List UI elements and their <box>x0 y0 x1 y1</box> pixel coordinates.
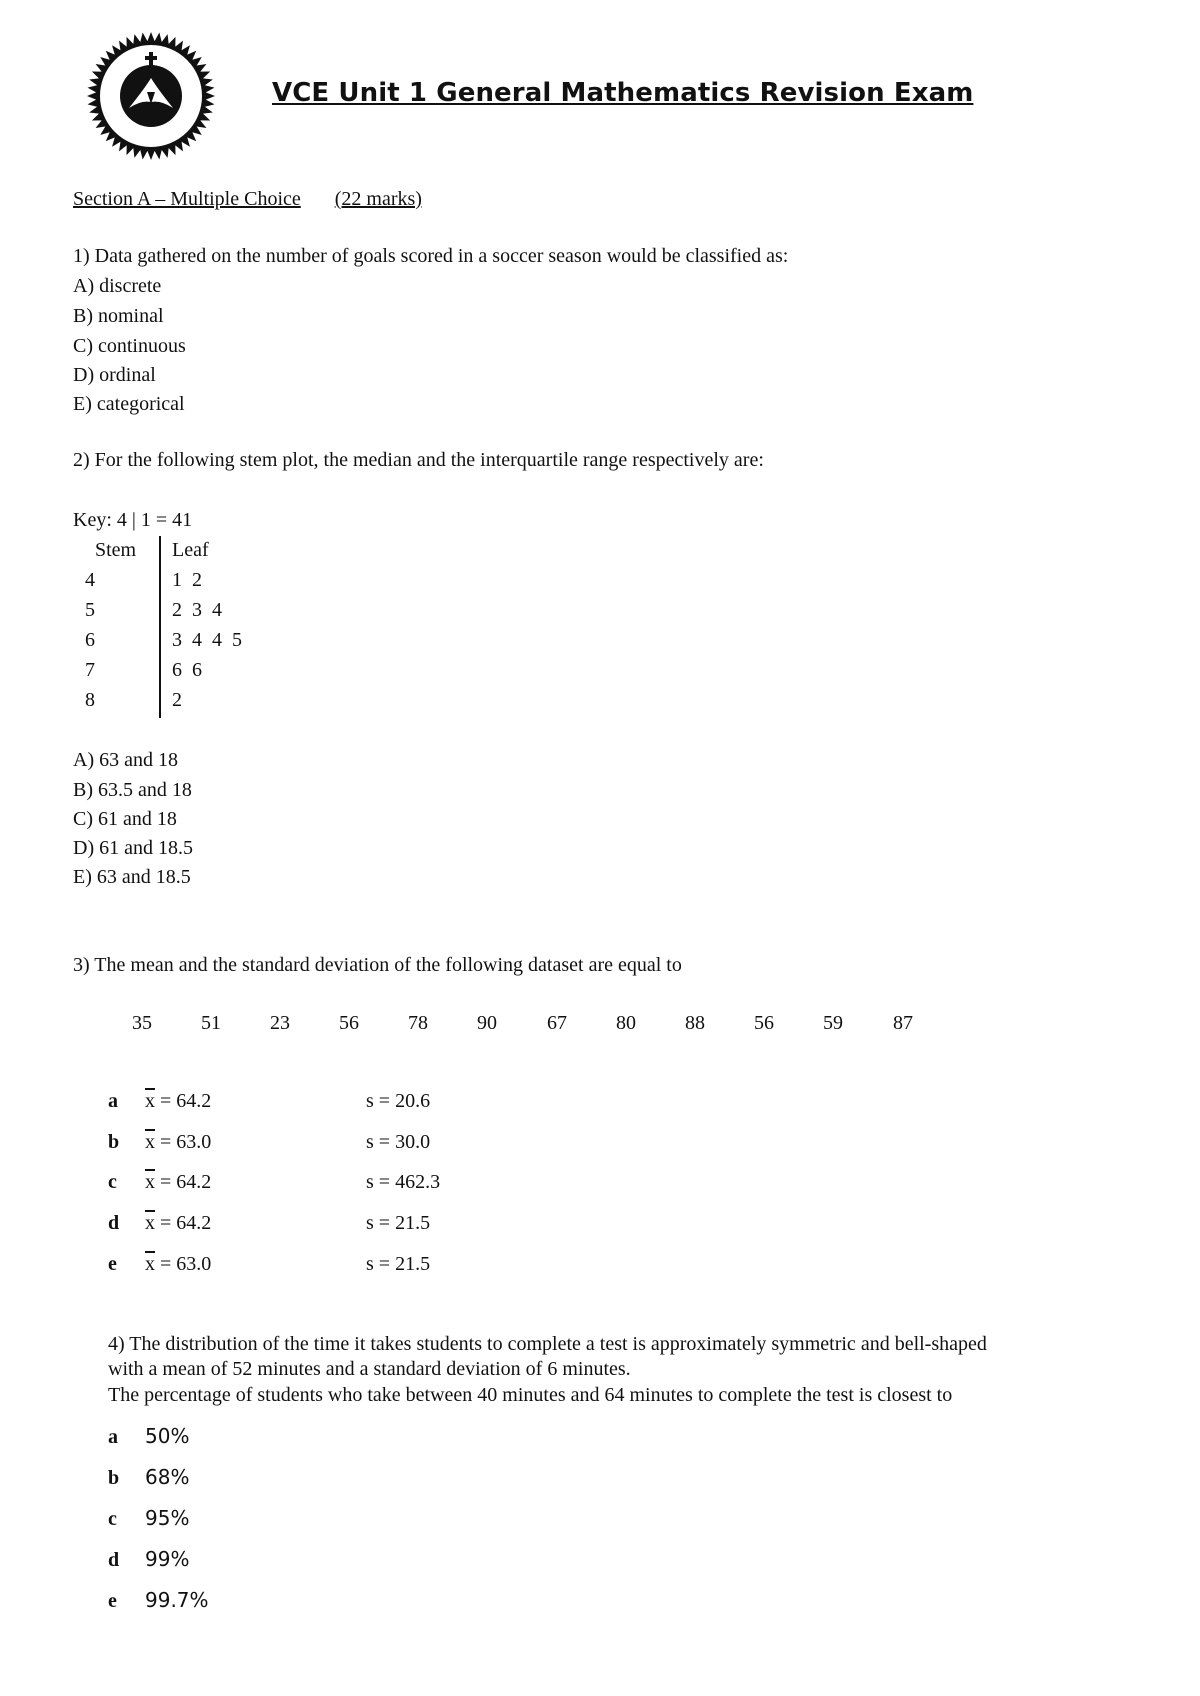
q3-option-d-letter: d <box>108 1212 120 1234</box>
q3-option-e-sd: s = 21.5 <box>366 1253 431 1275</box>
section-a-marks: (22 marks) <box>334 188 422 210</box>
mean-symbol: $\overline{x}$ <box>145 1253 155 1275</box>
q3-option-e-letter: e <box>108 1253 117 1275</box>
q4-option-c-letter: c <box>108 1508 117 1530</box>
stem-plot-key: Key: 4 | 1 = 41 <box>73 509 193 531</box>
q3-option-b-letter: b <box>108 1131 120 1153</box>
stem-row-1-stem: 4 <box>85 569 95 591</box>
question-3-text: 3) The mean and the standard deviation of the following dataset are equal to <box>73 954 682 976</box>
dataset-value: 78 <box>408 1012 428 1034</box>
q3-option-c-sd: s = 462.3 <box>366 1171 441 1193</box>
question-1-text: 1) Data gathered on the number of goals scored in a soccer season would be classified as: <box>73 245 789 267</box>
stem-header: Stem <box>95 539 137 561</box>
stem-row-2-leaf: 2 3 4 <box>172 599 222 621</box>
stem-row-3-leaf: 3 4 4 5 <box>172 629 242 651</box>
q3-option-b-sd: s = 30.0 <box>366 1131 431 1153</box>
dataset-value: 56 <box>754 1012 774 1034</box>
stem-row-4-stem: 7 <box>85 659 95 681</box>
q1-option-a: A) discrete <box>73 275 162 297</box>
dataset-value: 87 <box>893 1012 913 1034</box>
dataset-value: 80 <box>616 1012 636 1034</box>
q3-option-a-mean: $\overline{x} = 64.2$ <box>145 1090 212 1112</box>
q1-option-c: C) continuous <box>73 335 186 357</box>
mean-symbol: $\overline{x}$ <box>145 1131 155 1153</box>
q3-option-e-mean: $\overline{x} = 63.0$ <box>145 1253 212 1275</box>
dataset-value: 35 <box>132 1012 152 1034</box>
leaf-header: Leaf <box>172 539 209 561</box>
q3-option-a-sd: s = 20.6 <box>366 1090 431 1112</box>
q4-option-c-value: 95% <box>145 1506 190 1530</box>
q3-option-d-mean: $\overline{x} = 64.2$ <box>145 1212 212 1234</box>
q4-option-a-letter: a <box>108 1426 118 1448</box>
q2-option-a: A) 63 and 18 <box>73 749 178 771</box>
stem-row-1-leaf: 1 2 <box>172 569 202 591</box>
q3-option-d-sd: s = 21.5 <box>366 1212 431 1234</box>
q3-option-b-mean: $\overline{x} = 63.0$ <box>145 1131 212 1153</box>
q3-option-c-mean: $\overline{x} = 64.2$ <box>145 1171 212 1193</box>
question-2-text: 2) For the following stem plot, the median and the interquartile range respectively are: <box>73 449 764 471</box>
q4-option-a-value: 50% <box>145 1424 190 1448</box>
mean-symbol: $\overline{x}$ <box>145 1090 155 1112</box>
q1-option-d: D) ordinal <box>73 364 156 386</box>
q4-option-d-letter: d <box>108 1549 120 1571</box>
mean-symbol: $\overline{x}$ <box>145 1212 155 1234</box>
stem-row-4-leaf: 6 6 <box>172 659 202 681</box>
dataset-value: 88 <box>685 1012 705 1034</box>
q1-option-e: E) categorical <box>73 393 185 415</box>
q4-option-e-letter: e <box>108 1590 117 1612</box>
stem-row-3-stem: 6 <box>85 629 95 651</box>
q2-option-e: E) 63 and 18.5 <box>73 866 191 888</box>
q4-option-e-value: 99.7% <box>145 1588 209 1612</box>
q1-option-b: B) nominal <box>73 305 164 327</box>
dataset-value: 59 <box>823 1012 843 1034</box>
section-a-heading <box>73 188 422 211</box>
q3-option-c-letter: c <box>108 1171 117 1193</box>
dataset-value: 56 <box>339 1012 359 1034</box>
dataset-value: 67 <box>547 1012 567 1034</box>
stem-row-5-leaf: 2 <box>172 689 182 711</box>
q2-option-b: B) 63.5 and 18 <box>73 779 192 801</box>
q2-option-d: D) 61 and 18.5 <box>73 837 193 859</box>
stem-row-5-stem: 8 <box>85 689 95 711</box>
college-seal-logo <box>86 28 216 164</box>
question-4-line-2: with a mean of 52 minutes and a standard deviation of 6 minutes. <box>108 1358 631 1380</box>
question-4-line-1: 4) The distribution of the time it takes students to complete a test is approximately symmetric and bell-shaped <box>108 1333 987 1355</box>
question-4-line-3: The percentage of students who take between 40 minutes and 64 minutes to complete the test is closest to <box>108 1384 953 1406</box>
dataset-value: 90 <box>477 1012 497 1034</box>
section-a-label: Section A – Multiple Choice <box>73 188 301 210</box>
q3-option-a-letter: a <box>108 1090 118 1112</box>
q4-option-d-value: 99% <box>145 1547 190 1571</box>
q4-option-b-value: 68% <box>145 1465 190 1489</box>
exam-title: VCE Unit 1 General Mathematics Revision Exam <box>272 78 974 108</box>
stem-row-2-stem: 5 <box>85 599 95 621</box>
dataset-value: 51 <box>201 1012 221 1034</box>
stem-plot-divider <box>159 536 161 718</box>
q4-option-b-letter: b <box>108 1467 120 1489</box>
dataset-value: 23 <box>270 1012 290 1034</box>
q2-option-c: C) 61 and 18 <box>73 808 177 830</box>
mean-symbol: $\overline{x}$ <box>145 1171 155 1193</box>
